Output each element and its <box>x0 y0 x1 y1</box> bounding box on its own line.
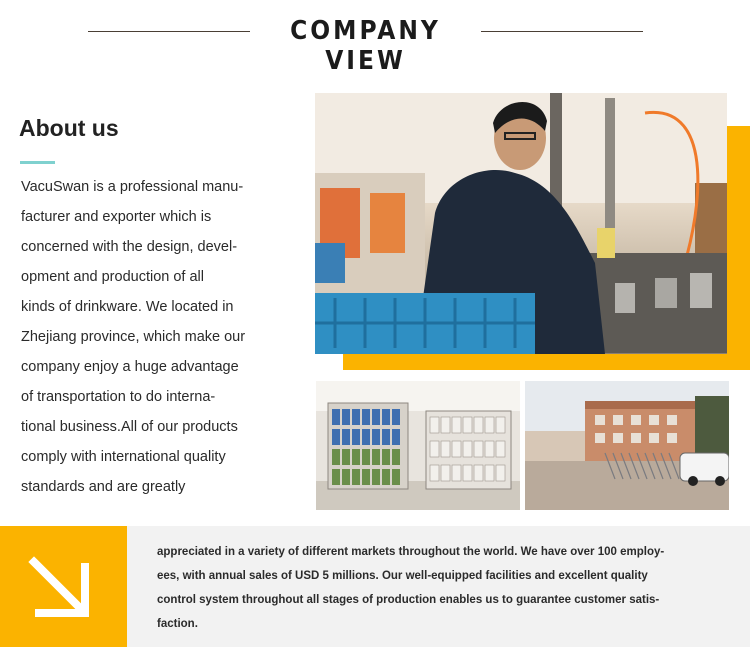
bottom-line: appreciated in a variety of different markets throughout the world. We have over 100 employ- <box>157 546 665 558</box>
section-header <box>0 14 750 76</box>
about-line: Zhejiang province, which make our <box>21 329 246 345</box>
about-line: company enjoy a huge advantage <box>21 359 239 375</box>
factory-exterior-illustration <box>525 381 729 510</box>
about-line: comply with international quality <box>21 449 226 465</box>
header-divider-left <box>88 31 250 32</box>
bottom-paragraph <box>157 538 737 634</box>
factory-worker-illustration <box>315 93 727 354</box>
about-line: tional business.All of our products <box>21 419 238 435</box>
bottom-line: ees, with annual sales of USD 5 millions. Our well-equipped facilities and excellent quality <box>157 570 648 582</box>
bottom-line: control system throughout all stages of production enables us to guarantee customer satis- <box>157 594 660 606</box>
warehouse-shelves-illustration <box>316 381 520 510</box>
about-accent-bar <box>20 161 55 164</box>
about-line: standards and are greatly <box>21 479 186 495</box>
about-line: concerned with the design, devel- <box>21 239 238 255</box>
about-paragraph <box>21 172 266 502</box>
warehouse-shelves-photo <box>316 381 520 510</box>
about-line: of transportation to do interna- <box>21 389 216 405</box>
factory-worker-photo <box>315 93 727 354</box>
about-line: facturer and exporter which is <box>21 209 212 225</box>
header-divider-right <box>481 31 643 32</box>
about-line: VacuSwan is a professional manu- <box>21 179 244 195</box>
about-line: opment and production of all <box>21 269 204 285</box>
arrow-box <box>0 526 127 647</box>
page-title: COMPANY VIEW <box>290 16 441 76</box>
bottom-line: faction. <box>157 618 198 630</box>
about-line: kinds of drinkware. We located in <box>21 299 234 315</box>
arrow-down-right-icon <box>0 526 127 647</box>
factory-exterior-photo <box>525 381 729 510</box>
about-heading: About us <box>19 115 119 141</box>
